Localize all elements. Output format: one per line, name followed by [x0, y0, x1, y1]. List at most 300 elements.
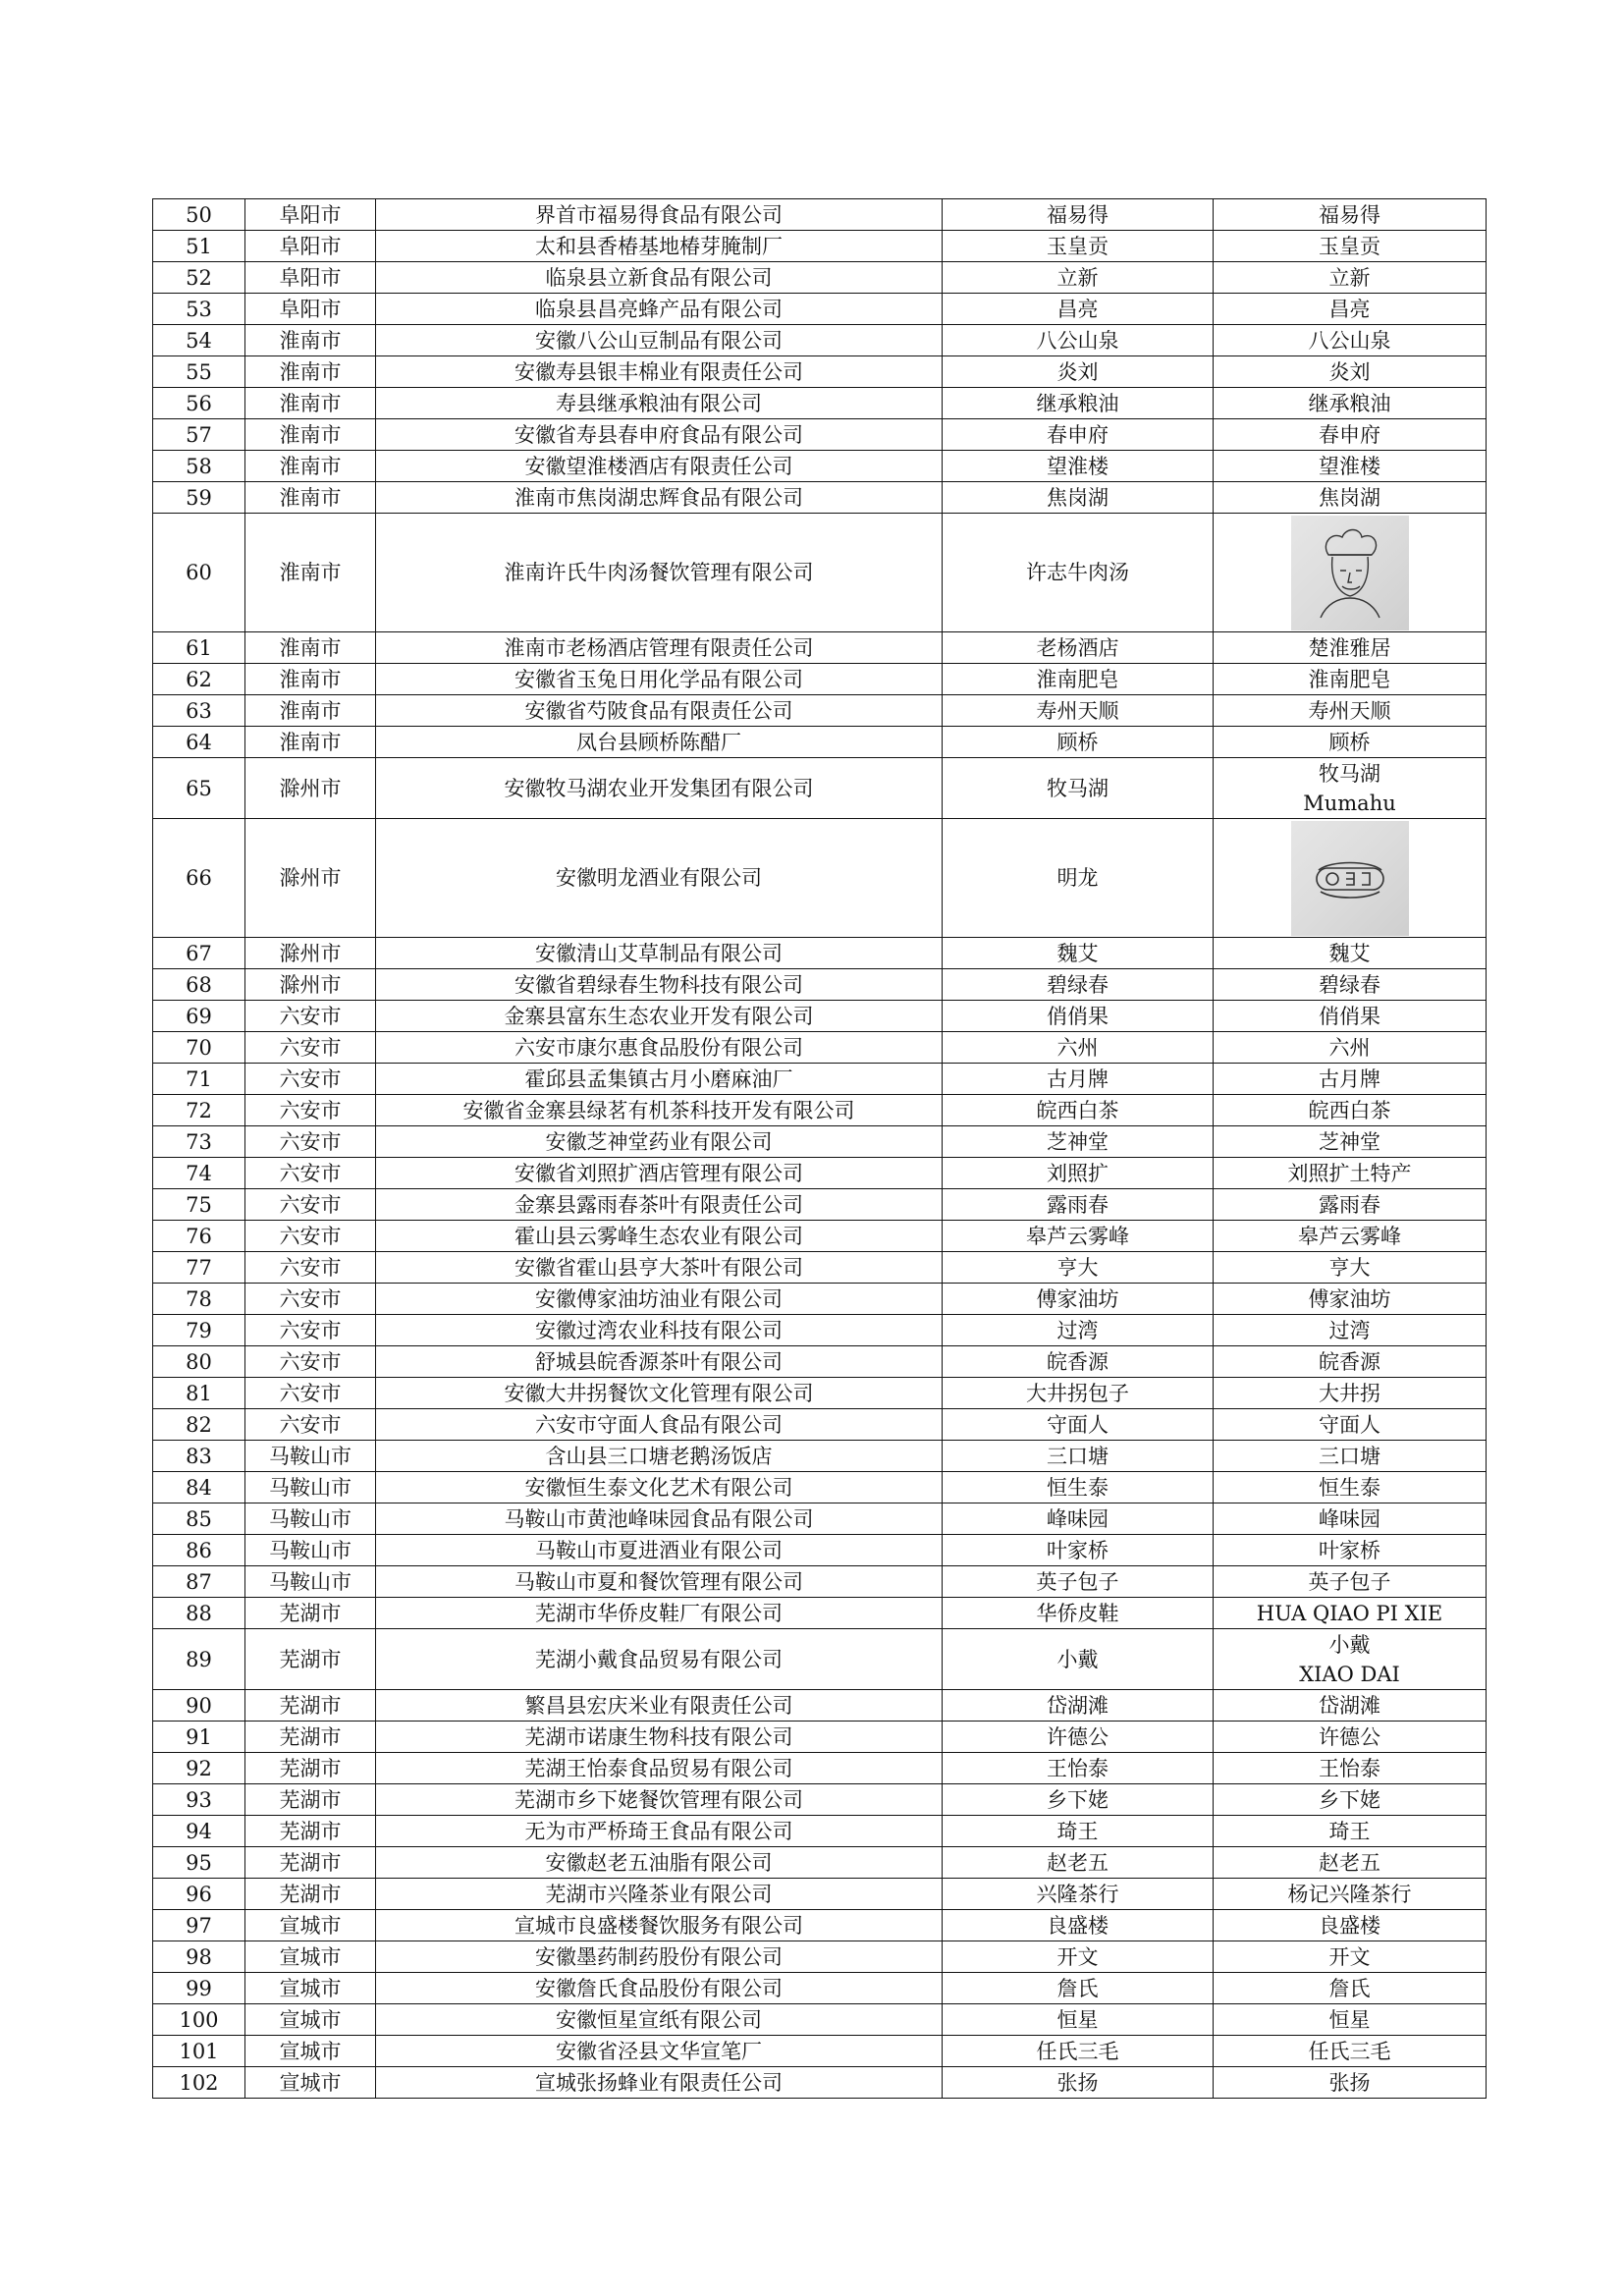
company-cell: 安徽赵老五油脂有限公司 [376, 1847, 943, 1879]
row-number-cell: 91 [153, 1722, 245, 1753]
brand-name-cell: 六州 [943, 1032, 1214, 1064]
table-row [153, 1879, 1487, 1910]
table-row [153, 1001, 1487, 1032]
trademark-cell: 皖香源 [1214, 1346, 1487, 1378]
trademark-latin-text: XIAO DAI [1299, 1662, 1400, 1686]
brand-name-cell: 守面人 [943, 1409, 1214, 1441]
table-row [153, 1032, 1487, 1064]
city-cell: 淮南市 [245, 514, 376, 632]
row-number-cell: 84 [153, 1472, 245, 1503]
table-row [153, 969, 1487, 1001]
city-cell: 宣城市 [245, 2004, 376, 2036]
brand-name-cell: 牧马湖 [943, 758, 1214, 819]
table-row [153, 1816, 1487, 1847]
trademark-cell: 乡下姥 [1214, 1784, 1487, 1816]
brand-name-cell: 琦王 [943, 1816, 1214, 1847]
row-number-cell: 85 [153, 1503, 245, 1535]
trademark-cell: 碧绿春 [1214, 969, 1487, 1001]
brand-name-cell: 露雨春 [943, 1189, 1214, 1221]
brand-name-cell: 大井拐包子 [943, 1378, 1214, 1409]
trademark-cell: 开文 [1214, 1941, 1487, 1973]
trademark-cell: 八公山泉 [1214, 325, 1487, 356]
company-cell: 安徽傅家油坊油业有限公司 [376, 1284, 943, 1315]
city-cell: 马鞍山市 [245, 1441, 376, 1472]
brand-name-cell: 碧绿春 [943, 969, 1214, 1001]
company-cell: 安徽牧马湖农业开发集团有限公司 [376, 758, 943, 819]
city-cell: 淮南市 [245, 632, 376, 664]
city-cell: 六安市 [245, 1346, 376, 1378]
row-number-cell: 75 [153, 1189, 245, 1221]
city-cell: 马鞍山市 [245, 1503, 376, 1535]
company-cell: 安徽大井拐餐饮文化管理有限公司 [376, 1378, 943, 1409]
row-number-cell: 87 [153, 1566, 245, 1598]
company-cell: 宣城张扬蜂业有限责任公司 [376, 2067, 943, 2099]
brand-name-cell: 八公山泉 [943, 325, 1214, 356]
table-row [153, 1784, 1487, 1816]
trademark-cell [1214, 758, 1487, 819]
trademark-cell: 张扬 [1214, 2067, 1487, 2099]
table-row [153, 388, 1487, 419]
table-row [153, 482, 1487, 514]
row-number-cell: 86 [153, 1535, 245, 1566]
row-number-cell: 82 [153, 1409, 245, 1441]
trademark-cell: HUA QIAO PI XIE [1214, 1598, 1487, 1629]
table-row [153, 1503, 1487, 1535]
brand-name-cell: 芝神堂 [943, 1126, 1214, 1158]
city-cell: 六安市 [245, 1064, 376, 1095]
brand-name-cell: 亨大 [943, 1252, 1214, 1284]
company-cell: 六安市康尔惠食品股份有限公司 [376, 1032, 943, 1064]
trademark-cell: 英子包子 [1214, 1566, 1487, 1598]
brand-name-cell: 望淮楼 [943, 451, 1214, 482]
brand-name-cell: 皖西白茶 [943, 1095, 1214, 1126]
city-cell: 滁州市 [245, 938, 376, 969]
company-cell: 安徽省泾县文华宣笔厂 [376, 2036, 943, 2067]
city-cell: 马鞍山市 [245, 1566, 376, 1598]
company-cell: 安徽清山艾草制品有限公司 [376, 938, 943, 969]
table-row [153, 1472, 1487, 1503]
trademark-cell: 杨记兴隆茶行 [1214, 1879, 1487, 1910]
trademark-cell: 魏艾 [1214, 938, 1487, 969]
company-cell: 安徽恒星宣纸有限公司 [376, 2004, 943, 2036]
trademark-cell: 俏俏果 [1214, 1001, 1487, 1032]
brand-list-table [152, 198, 1487, 2099]
row-number-cell: 83 [153, 1441, 245, 1472]
brand-name-cell: 立新 [943, 262, 1214, 294]
table-row [153, 1189, 1487, 1221]
trademark-cell: 立新 [1214, 262, 1487, 294]
chef-portrait-logo [1291, 516, 1409, 630]
trademark-cell [1214, 1629, 1487, 1690]
table-row [153, 1753, 1487, 1784]
city-cell: 宣城市 [245, 1973, 376, 2004]
trademark-cell: 福易得 [1214, 199, 1487, 231]
brand-name-cell: 良盛楼 [943, 1910, 1214, 1941]
trademark-cell: 王怡泰 [1214, 1753, 1487, 1784]
trademark-cell: 良盛楼 [1214, 1910, 1487, 1941]
table-row [153, 1221, 1487, 1252]
trademark-text: 小戴 [1328, 1632, 1371, 1657]
brand-name-cell: 兴隆茶行 [943, 1879, 1214, 1910]
city-cell: 六安市 [245, 1158, 376, 1189]
city-cell: 六安市 [245, 1315, 376, 1346]
brand-name-cell: 许志牛肉汤 [943, 514, 1214, 632]
city-cell: 六安市 [245, 1095, 376, 1126]
company-cell: 安徽省寿县春申府食品有限公司 [376, 419, 943, 451]
company-cell: 安徽省玉兔日用化学品有限公司 [376, 664, 943, 695]
row-number-cell: 73 [153, 1126, 245, 1158]
brand-name-cell: 炎刘 [943, 356, 1214, 388]
city-cell: 芜湖市 [245, 1784, 376, 1816]
city-cell: 六安市 [245, 1284, 376, 1315]
trademark-text: 牧马湖 [1319, 761, 1380, 786]
row-number-cell: 55 [153, 356, 245, 388]
company-cell: 安徽墨药制药股份有限公司 [376, 1941, 943, 1973]
trademark-latin-text: Mumahu [1303, 791, 1396, 815]
trademark-cell: 恒生泰 [1214, 1472, 1487, 1503]
city-cell: 淮南市 [245, 727, 376, 758]
city-cell: 芜湖市 [245, 1722, 376, 1753]
city-cell: 芜湖市 [245, 1847, 376, 1879]
city-cell: 芜湖市 [245, 1690, 376, 1722]
company-cell: 芜湖王怡泰食品贸易有限公司 [376, 1753, 943, 1784]
table-row [153, 1158, 1487, 1189]
row-number-cell: 57 [153, 419, 245, 451]
table-row [153, 356, 1487, 388]
table-row [153, 1941, 1487, 1973]
trademark-cell: 琦王 [1214, 1816, 1487, 1847]
brand-name-cell: 皋芦云雾峰 [943, 1221, 1214, 1252]
brand-name-cell: 傅家油坊 [943, 1284, 1214, 1315]
city-cell: 六安市 [245, 1189, 376, 1221]
table-row [153, 2004, 1487, 2036]
trademark-cell: 古月牌 [1214, 1064, 1487, 1095]
company-cell: 安徽过湾农业科技有限公司 [376, 1315, 943, 1346]
brand-name-cell: 三口塘 [943, 1441, 1214, 1472]
company-cell: 马鞍山市黄池峰味园食品有限公司 [376, 1503, 943, 1535]
company-cell: 淮南许氏牛肉汤餐饮管理有限公司 [376, 514, 943, 632]
company-cell: 芜湖市华侨皮鞋厂有限公司 [376, 1598, 943, 1629]
trademark-cell [1214, 819, 1487, 938]
table-row [153, 325, 1487, 356]
brand-name-cell: 张扬 [943, 2067, 1214, 2099]
company-cell: 马鞍山市夏和餐饮管理有限公司 [376, 1566, 943, 1598]
city-cell: 宣城市 [245, 1910, 376, 1941]
city-cell: 阜阳市 [245, 294, 376, 325]
row-number-cell: 94 [153, 1816, 245, 1847]
city-cell: 六安市 [245, 1378, 376, 1409]
brand-name-cell: 继承粮油 [943, 388, 1214, 419]
company-cell: 安徽芝神堂药业有限公司 [376, 1126, 943, 1158]
row-number-cell: 89 [153, 1629, 245, 1690]
company-cell: 淮南市老杨酒店管理有限责任公司 [376, 632, 943, 664]
city-cell: 六安市 [245, 1221, 376, 1252]
table-row [153, 1910, 1487, 1941]
trademark-cell [1214, 514, 1487, 632]
brand-name-cell: 顾桥 [943, 727, 1214, 758]
city-cell: 阜阳市 [245, 262, 376, 294]
table-row [153, 1378, 1487, 1409]
trademark-cell: 露雨春 [1214, 1189, 1487, 1221]
company-cell: 安徽明龙酒业有限公司 [376, 819, 943, 938]
brand-name-cell: 詹氏 [943, 1973, 1214, 2004]
row-number-cell: 100 [153, 2004, 245, 2036]
table-row [153, 1566, 1487, 1598]
row-number-cell: 66 [153, 819, 245, 938]
table-row [153, 231, 1487, 262]
brand-name-cell: 明龙 [943, 819, 1214, 938]
company-cell: 繁昌县宏庆米业有限责任公司 [376, 1690, 943, 1722]
brand-name-cell: 乡下姥 [943, 1784, 1214, 1816]
brand-name-cell: 任氏三毛 [943, 2036, 1214, 2067]
company-cell: 舒城县皖香源茶叶有限公司 [376, 1346, 943, 1378]
city-cell: 宣城市 [245, 1941, 376, 1973]
row-number-cell: 96 [153, 1879, 245, 1910]
trademark-cell: 赵老五 [1214, 1847, 1487, 1879]
trademark-cell: 顾桥 [1214, 727, 1487, 758]
table-row [153, 514, 1487, 632]
table-row [153, 451, 1487, 482]
row-number-cell: 88 [153, 1598, 245, 1629]
company-cell: 安徽省霍山县亨大茶叶有限公司 [376, 1252, 943, 1284]
city-cell: 淮南市 [245, 451, 376, 482]
trademark-cell: 楚淮雅居 [1214, 632, 1487, 664]
city-cell: 淮南市 [245, 695, 376, 727]
brand-name-cell: 许德公 [943, 1722, 1214, 1753]
city-cell: 马鞍山市 [245, 1535, 376, 1566]
table-row [153, 199, 1487, 231]
brand-name-cell: 小戴 [943, 1629, 1214, 1690]
table-row [153, 727, 1487, 758]
row-number-cell: 65 [153, 758, 245, 819]
row-number-cell: 90 [153, 1690, 245, 1722]
brand-name-cell: 寿州天顺 [943, 695, 1214, 727]
table-row [153, 758, 1487, 819]
trademark-cell: 皖西白茶 [1214, 1095, 1487, 1126]
brand-name-cell: 叶家桥 [943, 1535, 1214, 1566]
company-cell: 无为市严桥琦王食品有限公司 [376, 1816, 943, 1847]
company-cell: 芜湖小戴食品贸易有限公司 [376, 1629, 943, 1690]
table-row [153, 1629, 1487, 1690]
brand-name-cell: 恒生泰 [943, 1472, 1214, 1503]
company-cell: 六安市守面人食品有限公司 [376, 1409, 943, 1441]
row-number-cell: 60 [153, 514, 245, 632]
table-row [153, 664, 1487, 695]
trademark-cell: 亨大 [1214, 1252, 1487, 1284]
city-cell: 阜阳市 [245, 199, 376, 231]
table-row [153, 1284, 1487, 1315]
row-number-cell: 61 [153, 632, 245, 664]
row-number-cell: 92 [153, 1753, 245, 1784]
city-cell: 宣城市 [245, 2036, 376, 2067]
company-cell: 安徽省金寨县绿茗有机茶科技开发有限公司 [376, 1095, 943, 1126]
row-number-cell: 71 [153, 1064, 245, 1095]
row-number-cell: 76 [153, 1221, 245, 1252]
company-cell: 太和县香椿基地椿芽腌制厂 [376, 231, 943, 262]
city-cell: 阜阳市 [245, 231, 376, 262]
table-row [153, 2036, 1487, 2067]
company-cell: 安徽八公山豆制品有限公司 [376, 325, 943, 356]
city-cell: 芜湖市 [245, 1816, 376, 1847]
city-cell: 淮南市 [245, 388, 376, 419]
city-cell: 宣城市 [245, 2067, 376, 2099]
brand-name-cell: 岱湖滩 [943, 1690, 1214, 1722]
row-number-cell: 53 [153, 294, 245, 325]
trademark-cell: 淮南肥皂 [1214, 664, 1487, 695]
company-cell: 凤台县顾桥陈醋厂 [376, 727, 943, 758]
brand-name-cell: 华侨皮鞋 [943, 1598, 1214, 1629]
table-row [153, 1346, 1487, 1378]
trademark-cell: 守面人 [1214, 1409, 1487, 1441]
brand-name-cell: 老杨酒店 [943, 632, 1214, 664]
row-number-cell: 81 [153, 1378, 245, 1409]
trademark-cell: 芝神堂 [1214, 1126, 1487, 1158]
table-row [153, 938, 1487, 969]
city-cell: 六安市 [245, 1252, 376, 1284]
company-cell: 临泉县立新食品有限公司 [376, 262, 943, 294]
company-cell: 马鞍山市夏进酒业有限公司 [376, 1535, 943, 1566]
brand-name-cell: 古月牌 [943, 1064, 1214, 1095]
company-cell: 界首市福易得食品有限公司 [376, 199, 943, 231]
company-cell: 芜湖市兴隆茶业有限公司 [376, 1879, 943, 1910]
trademark-cell: 炎刘 [1214, 356, 1487, 388]
company-cell: 安徽省碧绿春生物科技有限公司 [376, 969, 943, 1001]
company-cell: 安徽寿县银丰棉业有限责任公司 [376, 356, 943, 388]
table-row [153, 294, 1487, 325]
row-number-cell: 58 [153, 451, 245, 482]
row-number-cell: 54 [153, 325, 245, 356]
table-row [153, 1973, 1487, 2004]
brand-name-cell: 王怡泰 [943, 1753, 1214, 1784]
table-row [153, 1722, 1487, 1753]
brand-name-cell: 焦岗湖 [943, 482, 1214, 514]
trademark-cell: 任氏三毛 [1214, 2036, 1487, 2067]
trademark-cell: 詹氏 [1214, 1973, 1487, 2004]
brand-name-cell: 英子包子 [943, 1566, 1214, 1598]
table-body [153, 199, 1487, 2099]
row-number-cell: 51 [153, 231, 245, 262]
company-cell: 霍邱县孟集镇古月小磨麻油厂 [376, 1064, 943, 1095]
row-number-cell: 79 [153, 1315, 245, 1346]
city-cell: 芜湖市 [245, 1598, 376, 1629]
company-cell: 安徽恒生泰文化艺术有限公司 [376, 1472, 943, 1503]
table-row [153, 1409, 1487, 1441]
row-number-cell: 97 [153, 1910, 245, 1941]
brand-name-cell: 恒星 [943, 2004, 1214, 2036]
company-cell: 芜湖市诺康生物科技有限公司 [376, 1722, 943, 1753]
city-cell: 芜湖市 [245, 1753, 376, 1784]
company-cell: 寿县继承粮油有限公司 [376, 388, 943, 419]
trademark-cell: 望淮楼 [1214, 451, 1487, 482]
row-number-cell: 63 [153, 695, 245, 727]
row-number-cell: 98 [153, 1941, 245, 1973]
row-number-cell: 99 [153, 1973, 245, 2004]
trademark-cell: 恒星 [1214, 2004, 1487, 2036]
row-number-cell: 56 [153, 388, 245, 419]
trademark-cell: 叶家桥 [1214, 1535, 1487, 1566]
row-number-cell: 52 [153, 262, 245, 294]
trademark-cell: 六州 [1214, 1032, 1487, 1064]
row-number-cell: 70 [153, 1032, 245, 1064]
city-cell: 六安市 [245, 1409, 376, 1441]
company-cell: 含山县三口塘老鹅汤饭店 [376, 1441, 943, 1472]
trademark-cell: 皋芦云雾峰 [1214, 1221, 1487, 1252]
row-number-cell: 78 [153, 1284, 245, 1315]
city-cell: 马鞍山市 [245, 1472, 376, 1503]
brand-name-cell: 皖香源 [943, 1346, 1214, 1378]
city-cell: 芜湖市 [245, 1879, 376, 1910]
row-number-cell: 95 [153, 1847, 245, 1879]
city-cell: 淮南市 [245, 482, 376, 514]
city-cell: 六安市 [245, 1032, 376, 1064]
brand-name-cell: 昌亮 [943, 294, 1214, 325]
trademark-cell: 昌亮 [1214, 294, 1487, 325]
trademark-cell: 玉皇贡 [1214, 231, 1487, 262]
table-row [153, 1441, 1487, 1472]
table-row [153, 1252, 1487, 1284]
row-number-cell: 50 [153, 199, 245, 231]
trademark-cell: 寿州天顺 [1214, 695, 1487, 727]
company-cell: 淮南市焦岗湖忠辉食品有限公司 [376, 482, 943, 514]
company-cell: 芜湖市乡下姥餐饮管理有限公司 [376, 1784, 943, 1816]
row-number-cell: 59 [153, 482, 245, 514]
company-cell: 宣城市良盛楼餐饮服务有限公司 [376, 1910, 943, 1941]
brand-name-cell: 春申府 [943, 419, 1214, 451]
row-number-cell: 77 [153, 1252, 245, 1284]
table-row [153, 2067, 1487, 2099]
brand-name-cell: 峰味园 [943, 1503, 1214, 1535]
brand-name-cell: 淮南肥皂 [943, 664, 1214, 695]
city-cell: 淮南市 [245, 356, 376, 388]
table-row [153, 632, 1487, 664]
brand-name-cell: 过湾 [943, 1315, 1214, 1346]
city-cell: 六安市 [245, 1001, 376, 1032]
company-cell: 霍山县云雾峰生态农业有限公司 [376, 1221, 943, 1252]
brand-name-cell: 魏艾 [943, 938, 1214, 969]
company-cell: 安徽省刘照扩酒店管理有限公司 [376, 1158, 943, 1189]
table-row [153, 819, 1487, 938]
table-row [153, 1126, 1487, 1158]
company-cell: 金寨县露雨春茶叶有限责任公司 [376, 1189, 943, 1221]
table-row [153, 1535, 1487, 1566]
trademark-cell: 傅家油坊 [1214, 1284, 1487, 1315]
minglong-seal-logo [1291, 821, 1409, 936]
city-cell: 六安市 [245, 1126, 376, 1158]
table-row [153, 1598, 1487, 1629]
table-row [153, 1690, 1487, 1722]
table-row [153, 419, 1487, 451]
city-cell: 滁州市 [245, 819, 376, 938]
table-row [153, 1064, 1487, 1095]
trademark-cell: 峰味园 [1214, 1503, 1487, 1535]
brand-name-cell: 开文 [943, 1941, 1214, 1973]
row-number-cell: 68 [153, 969, 245, 1001]
row-number-cell: 102 [153, 2067, 245, 2099]
table-row [153, 262, 1487, 294]
row-number-cell: 74 [153, 1158, 245, 1189]
row-number-cell: 67 [153, 938, 245, 969]
table-row [153, 695, 1487, 727]
company-cell: 安徽詹氏食品股份有限公司 [376, 1973, 943, 2004]
city-cell: 滁州市 [245, 758, 376, 819]
company-cell: 临泉县昌亮蜂产品有限公司 [376, 294, 943, 325]
table-row [153, 1847, 1487, 1879]
company-cell: 金寨县富东生态农业开发有限公司 [376, 1001, 943, 1032]
company-cell: 安徽省芍陂食品有限责任公司 [376, 695, 943, 727]
trademark-cell: 三口塘 [1214, 1441, 1487, 1472]
city-cell: 淮南市 [245, 664, 376, 695]
brand-name-cell: 俏俏果 [943, 1001, 1214, 1032]
